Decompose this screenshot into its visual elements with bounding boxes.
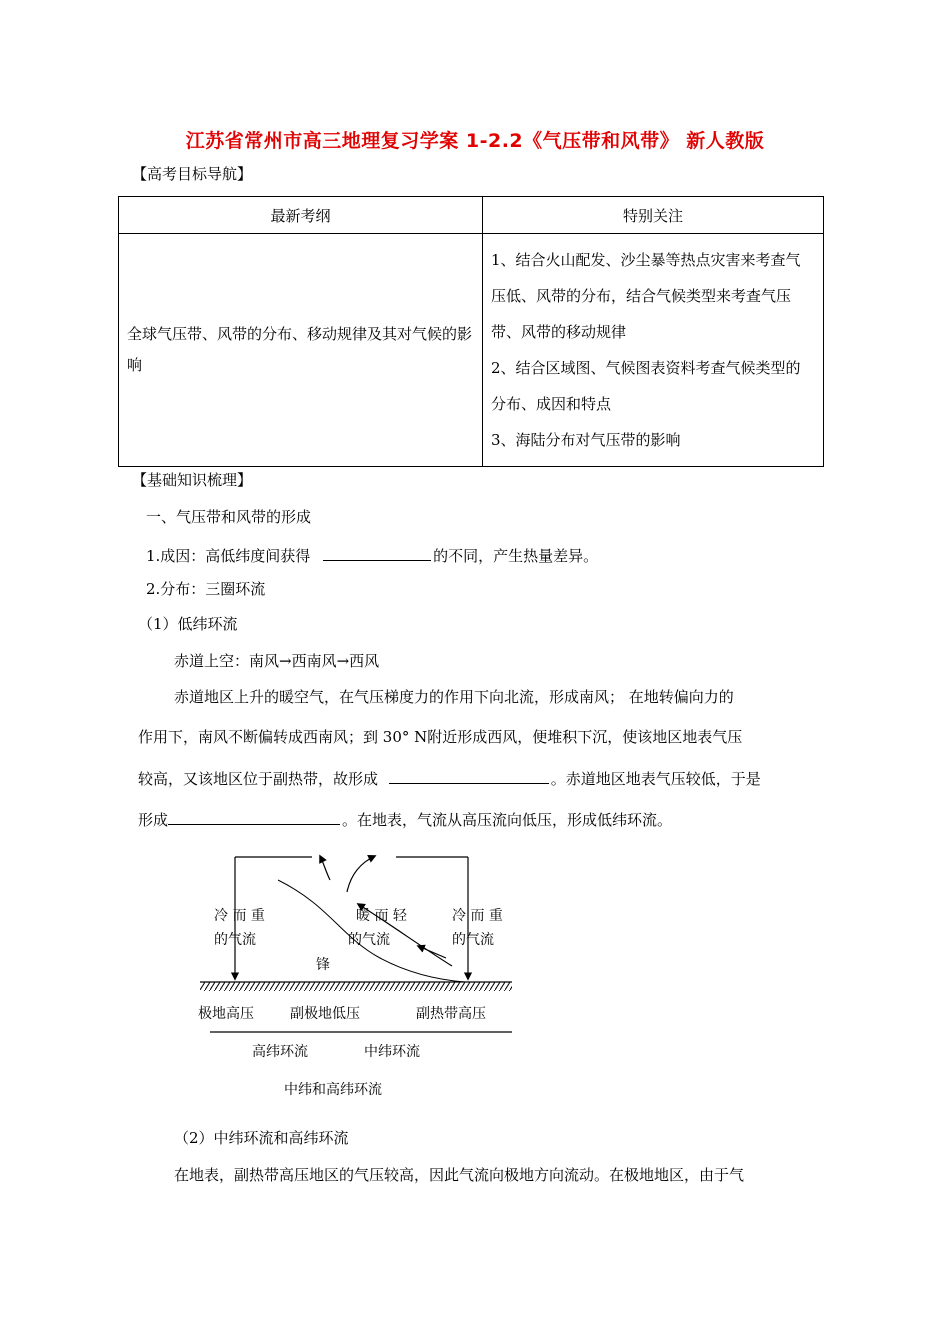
table-row [119, 234, 824, 467]
item-cause [146, 544, 598, 566]
para1-line3 [138, 767, 761, 789]
para1-line3-b: 。赤道地区地表气压较低，于是 [550, 770, 761, 788]
right-air-label-2: 的气流 [452, 932, 494, 948]
heading-formation: 一、气压带和风带的形成 [146, 508, 312, 526]
para1-line4-a: 形成 [138, 811, 169, 829]
para1-line4-b: 。在地表，气流从高压流向低压，形成低纬环流。 [342, 811, 673, 829]
syllabus-content: 全球气压带、风带的分布、移动规律及其对气候的影响 [127, 325, 473, 374]
left-air-label-2: 的气流 [214, 932, 256, 948]
answer-blank-3[interactable] [168, 808, 340, 825]
rising-arrow-left [320, 856, 330, 880]
attention-item-1: 1、结合火山配发、沙尘暴等热点灾害来考查气压低、风带的分布，结合气候类型来考查气压带、风带的移动规律 [491, 251, 801, 341]
mid-latitude-circulation-label: 中纬环流 [364, 1044, 420, 1060]
attention-item-2: 2、结合区域图、气候图表资料考查气候类型的分布、成因和特点 [491, 359, 801, 413]
subpolar-low-label: 副极地低压 [290, 1006, 360, 1022]
front-label: 锋 [316, 957, 330, 973]
section-goal-heading: 【高考目标导航】 [132, 165, 253, 183]
table-header-row [119, 197, 824, 234]
attention-item-3: 3、海陆分布对气压带的影响 [491, 431, 681, 449]
answer-blank-1[interactable] [323, 544, 431, 561]
item-low-latitude: （1）低纬环流 [138, 615, 238, 633]
item-distribution: 2.分布：三圈环流 [146, 580, 266, 598]
para1-line3-a: 较高，又该地区位于副热带，故形成 [138, 770, 379, 788]
table-header-latest-syllabus: 最新考纲 [119, 197, 483, 234]
exam-goal-table [118, 196, 824, 467]
right-air-label-1: 冷 而 重 [452, 908, 503, 924]
answer-blank-2[interactable] [389, 767, 549, 784]
para2-line1: 在地表，副热带高压地区的气压较高，因此气流向极地方向流动。在极地地区，由于气 [174, 1166, 745, 1184]
diagram-caption: 中纬和高纬环流 [284, 1082, 382, 1098]
item-cause-prefix: 1.成因：高低纬度间获得 [146, 547, 311, 565]
para1-line4 [138, 808, 672, 830]
circulation-diagram [190, 846, 530, 1106]
section-basic-heading: 【基础知识梳理】 [132, 471, 253, 489]
high-latitude-circulation-label: 高纬环流 [252, 1044, 308, 1060]
left-air-label-1: 冷 而 重 [214, 908, 265, 924]
surface-arrow [418, 946, 446, 958]
ground-hatch [200, 982, 512, 991]
mid-air-label-2: 的气流 [348, 932, 390, 948]
page-title: 江苏省常州市高三地理复习学案 1-2.2《气压带和风带》 新人教版 [185, 130, 765, 152]
item-mid-high-latitude: （2）中纬环流和高纬环流 [174, 1129, 349, 1147]
equator-upper-air: 赤道上空：南风→西南风→西风 [174, 652, 380, 670]
table-header-special-attention: 特别关注 [483, 197, 824, 234]
item-cause-suffix: 的不同，产生热量差异。 [433, 547, 599, 565]
para1-line1: 赤道地区上升的暖空气，在气压梯度力的作用下向北流，形成南风； 在地转偏向力的 [174, 688, 734, 706]
subtropical-high-label: 副热带高压 [416, 1006, 486, 1022]
mid-air-label-1: 暖 而 轻 [356, 908, 407, 924]
rising-arrow-right [347, 856, 375, 892]
polar-high-label: 极地高压 [198, 1006, 254, 1022]
para1-line2: 作用下，南风不断偏转成西南风；到 30° N附近形成西风，便堆积下沉，使该地区地表气压 [138, 728, 743, 746]
